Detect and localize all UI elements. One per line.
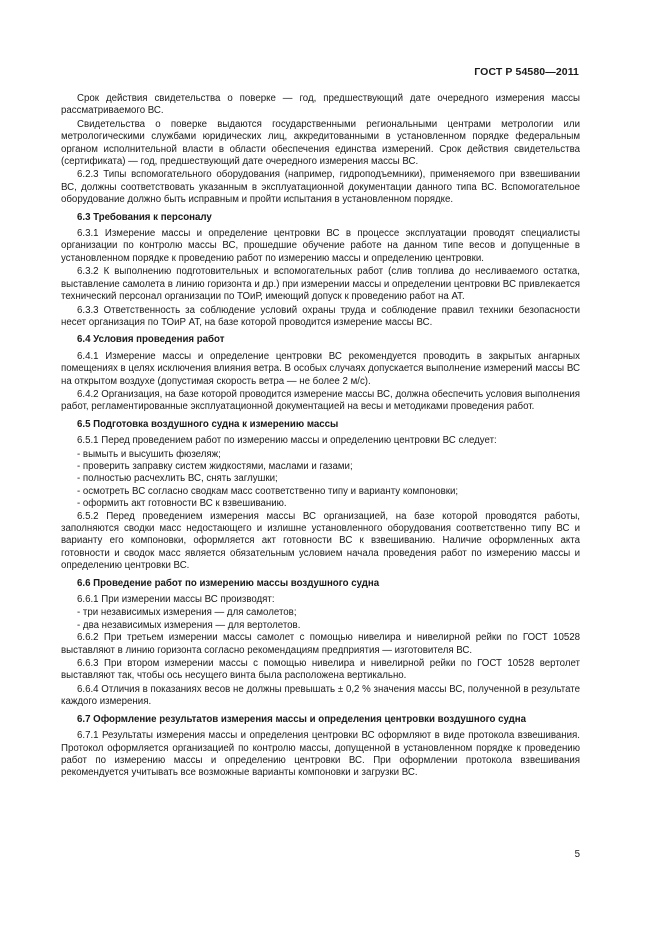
paragraph: 6.3.1 Измерение массы и определение центровки ВС в процессе эксплуатации проводят специалисты организации по контролю массы ВС, прошедшие обучение работе на данном типе весов и допущенные в установленном порядке к проведению работ по измерению массы и определению центровки.	[61, 228, 580, 264]
paragraph: 6.3.2 К выполнению подготовительных и вспомогательных работ (слив топлива до несливаемого остатка, выставление самолета в линию горизонта и др.) при измерении массы и определении центровки ВС привлекается технический персонал организации по ТОиР, имеющий допуск к проведению работ на АТ.	[61, 266, 580, 303]
paragraph: Свидетельства о поверке выдаются государственными региональными центрами метрологии или метрологическими службами юридических лиц, аккредитованными в установленном порядке федеральным органом исполнительной власти в области обеспечения единства измерений. Срок действия свидетельства (сертификата) — год, предшествующий дате очередного измерения массы ВС.	[61, 118, 580, 168]
paragraph: Срок действия свидетельства о поверке — год, предшествующий дате очередного измерения массы рассматриваемого ВС.	[61, 93, 580, 117]
list-item: - осмотреть ВС согласно сводкам масс соответственно типу и варианту компоновки;	[77, 485, 459, 497]
paragraph: 6.5.2 Перед проведением измерения массы ВС организацией, на базе которой проводятся работы, заполняются сводки масс недостающего и излишне установленного оборудования соответственно типу ВС и варианту его компоновки, оформляется акт готовности ВС к взвешиванию. Наличие оформленных акта готовности и сводок масс является обязательным условием начала проведения работ по измерению массы и определению центровки ВС.	[61, 510, 580, 572]
list-item: - проверить заправку систем жидкостями, маслами и газами;	[77, 460, 353, 472]
paragraph: 6.3.3 Ответственность за соблюдение условий охраны труда и соблюдение правил техники безопасности несет организация по ТОиР АТ, на базе которой проводится измерение массы ВС.	[61, 304, 580, 328]
section-heading: 6.7 Оформление результатов измерения массы и определения центровки воздушного судна	[77, 713, 527, 725]
paragraph: 6.6.4 Отличия в показаниях весов не должны превышать ± 0,2 % значения массы ВС, полученной в результате каждого измерения.	[61, 683, 580, 708]
paragraph: 6.4.1 Измерение массы и определение центровки ВС рекомендуется проводить в закрытых ангарных помещениях в целях исключения влияния ветра. В особых случаях допускается выполнение измерений массы ВС на открытом воздухе (допустимая скорость ветра — не более 2 м/с).	[61, 350, 580, 387]
paragraph: 6.6.2 При третьем измерении массы самолет с помощью нивелира и нивелирной рейки по ГОСТ 10528 выставляют в линию горизонта согласно рекомендациям предприятия — изготовителя ВС.	[61, 632, 580, 656]
section-heading: 6.5 Подготовка воздушного судна к измерению массы	[77, 418, 339, 430]
page-number: 5	[574, 849, 580, 860]
document-standard-id: ГОСТ Р 54580—2011	[474, 66, 579, 78]
list-item: - оформить акт готовности ВС к взвешиванию.	[77, 498, 287, 510]
list-item: - два независимых измерения — для вертолетов.	[77, 619, 301, 631]
section-heading: 6.3 Требования к персоналу	[77, 211, 212, 223]
section-heading: 6.6 Проведение работ по измерению массы воздушного судна	[77, 577, 380, 589]
document-body	[61, 93, 580, 781]
paragraph: 6.6.1 При измерении массы ВС производят:	[77, 594, 275, 606]
paragraph: 6.6.3 При втором измерении массы с помощью нивелира и нивелирной рейки по ГОСТ 10528 вертолет выставляют так, чтобы ось несущего винта была расположена вертикально.	[61, 658, 580, 682]
section-heading: 6.4 Условия проведения работ	[77, 334, 225, 346]
paragraph: 6.7.1 Результаты измерения массы и определения центровки ВС оформляют в виде протокола взвешивания. Протокол оформляется организацией по контролю массы, допущенной в установленном порядке к проведению работ по измерению массы и определению центровки ВС. При оформлении протокола взвешивания рекомендуется учитывать все возможные варианты компоновки и загрузки ВС.	[61, 730, 580, 779]
list-item: - вымыть и высушить фюзеляж;	[77, 448, 221, 460]
list-item: - три независимых измерения — для самолетов;	[77, 607, 297, 619]
paragraph: 6.5.1 Перед проведением работ по измерению массы и определению центровки ВС следует:	[77, 435, 497, 447]
paragraph: 6.2.3 Типы вспомогательного оборудования (например, гидроподъемники), применяемого при взвешивании ВС, должны соответствовать указанным в эксплуатационной документации данного типа ВС. Вспомогательное оборудование должно быть исправным и пройти испытания в установленном порядке.	[61, 169, 580, 206]
paragraph: 6.4.2 Организация, на базе которой проводится измерение массы ВС, должна обеспечить условия выполнения работ, регламентированные эксплуатационной документацией на весы и методиками проведения работ.	[61, 388, 580, 413]
list-item: - полностью расчехлить ВС, снять заглушки;	[77, 473, 278, 485]
